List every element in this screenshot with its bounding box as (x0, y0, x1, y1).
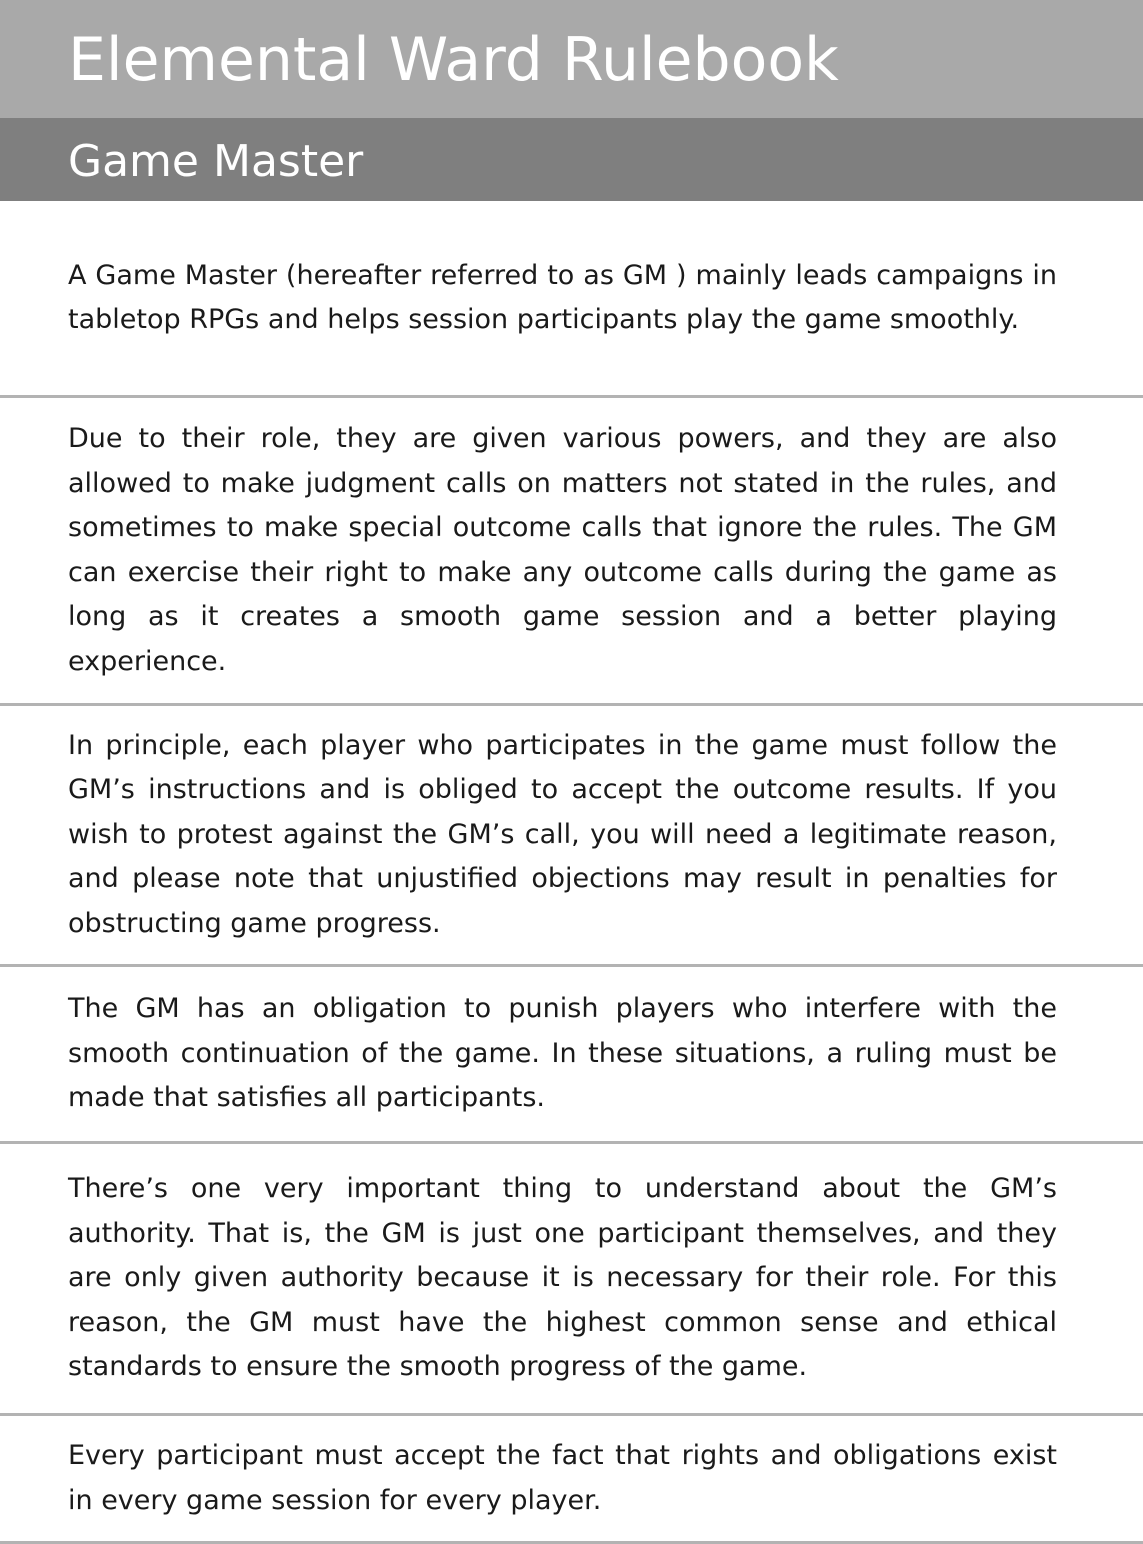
section-title-bar (0, 118, 1143, 201)
title-bar (0, 0, 1143, 118)
rule-paragraph: The GM has an obligation to punish players who interfere with the smooth continuation of the game. In these situations, a ruling must be made that satisfies all participants. (68, 993, 1057, 1114)
rule-section (0, 1416, 1143, 1544)
rule-section (0, 967, 1143, 1144)
rule-section (0, 398, 1143, 706)
rule-paragraph: In principle, each player who participates in the game must follow the GM’s instructions and is obliged to accept the outcome results. If you wish to protest against the GM’s call, you will need a legitimate reason, and please note that unjustified objections may result in penalties for obstructing game progress. (68, 729, 1057, 939)
rule-paragraph: Due to their role, they are given various powers, and they are also allowed to make judgment calls on matters not stated in the rules, and sometimes to make special outcome calls that ignore the rules. The GM can exercise their right to make any outcome calls during the game as long as it creates a smooth game session and a better playing experience. (68, 423, 1057, 677)
rule-paragraph: There’s one very important thing to understand about the GM’s authority. That is, the GM is just one participant themselves, and they are only given authority because it is necessary for their role. For this reason, the GM must have the highest common sense and ethical standards to ensure the smooth progress of the game. (68, 1173, 1057, 1383)
rule-section (0, 706, 1143, 967)
rule-section (0, 201, 1143, 398)
document-title: Elemental Ward Rulebook (68, 25, 839, 95)
page-header (0, 0, 1143, 201)
rule-section (0, 1144, 1143, 1416)
rule-paragraph: Every participant must accept the fact that rights and obligations exist in every game session for every player. (68, 1440, 1057, 1516)
rules-body (0, 201, 1143, 1544)
rule-paragraph: A Game Master (hereafter referred to as GM ) mainly leads campaigns in tabletop RPGs and helps session participants play the game smoothly. (68, 259, 1057, 335)
section-title: Game Master (68, 135, 364, 187)
